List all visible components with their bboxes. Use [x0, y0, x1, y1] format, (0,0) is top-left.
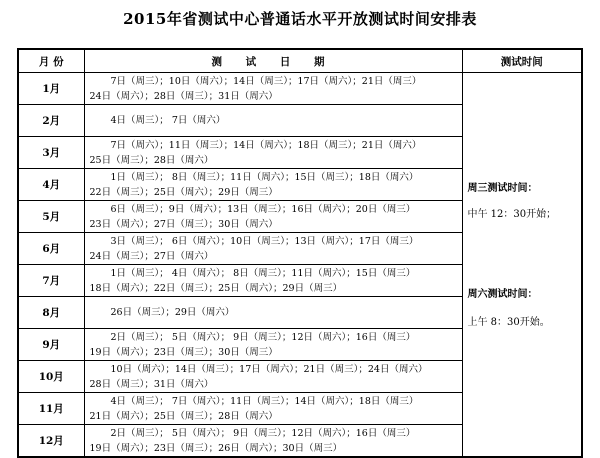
- month-cell: 10月: [18, 361, 84, 393]
- schedule-table: [17, 48, 583, 458]
- dates-cell: [84, 329, 462, 361]
- dates-line-2: 19日（周六）；23日（周三）；26日（周六）；30日（周三）: [89, 442, 343, 454]
- header-time: 测试时间: [462, 49, 582, 73]
- dates-line-2: 23日（周六）；27日（周三）；30日（周六）: [89, 218, 278, 230]
- month-cell: 9月: [18, 329, 84, 361]
- page-title: 2015年省测试中心普通话水平开放测试时间安排表: [123, 10, 477, 28]
- header-month: 月 份: [18, 49, 84, 73]
- table-row: [18, 73, 582, 105]
- month-cell: 2月: [18, 105, 84, 137]
- dates-line-2: 19日（周六）；23日（周三）；30日（周三）: [89, 346, 278, 358]
- saturday-time-value: 上午 8：30开始。: [467, 317, 550, 328]
- month-cell: 1月: [18, 73, 84, 105]
- dates-line-1: 3日（周三）； 6日（周六）；10日（周三）；13日（周六）；17日（周三）: [110, 235, 419, 247]
- dates-cell: [84, 393, 462, 425]
- month-cell: 4月: [18, 169, 84, 201]
- dates-line-2: 21日（周六）；25日（周三）；28日（周六）: [89, 410, 278, 422]
- dates-line-1: 4日（周三）； 7日（周六）: [110, 115, 226, 126]
- header-dates: 测 试 日 期: [84, 49, 462, 73]
- month-cell: 7月: [18, 265, 84, 297]
- dates-cell: [84, 425, 462, 458]
- dates-cell: [84, 297, 462, 329]
- dates-cell: [84, 105, 462, 137]
- wednesday-time-value: 中午 12：30开始；: [467, 209, 557, 220]
- test-time-info: [463, 73, 582, 456]
- dates-line-1: 1日（周三）； 8日（周三）；11日（周六）；15日（周三）；18日（周六）: [110, 171, 419, 183]
- dates-cell: [84, 265, 462, 297]
- dates-line-2: 18日（周六）；22日（周三）；25日（周六）；29日（周三）: [89, 282, 343, 294]
- dates-line-1: 1日（周三）； 4日（周六）； 8日（周三）；11日（周六）；15日（周三）: [110, 267, 416, 279]
- table-header-row: [18, 49, 582, 73]
- dates-line-2: 24日（周三）；27日（周六）: [89, 250, 214, 262]
- month-cell: 5月: [18, 201, 84, 233]
- month-cell: 11月: [18, 393, 84, 425]
- month-cell: 3月: [18, 137, 84, 169]
- dates-line-2: 25日（周三）；28日（周六）: [89, 154, 214, 166]
- dates-cell: [84, 73, 462, 105]
- dates-line-2: 24日（周六）；28日（周三）；31日（周六）: [89, 90, 278, 102]
- dates-line-1: 7日（周六）；11日（周三）；14日（周六）；18日（周三）；21日（周六）: [110, 139, 422, 151]
- dates-line-1: 2日（周三）； 5日（周六）； 9日（周三）；12日（周六）；16日（周三）: [110, 427, 416, 439]
- dates-cell: [84, 169, 462, 201]
- month-cell: 6月: [18, 233, 84, 265]
- dates-cell: [84, 137, 462, 169]
- saturday-time-label: 周六测试时间：: [467, 289, 538, 300]
- month-cell: 12月: [18, 425, 84, 458]
- dates-line-1: 26日（周三）；29日（周六）: [110, 307, 235, 318]
- dates-line-2: 22日（周三）；25日（周六）；29日（周三）: [89, 186, 278, 198]
- dates-cell: [84, 361, 462, 393]
- dates-line-1: 2日（周三）； 5日（周六）； 9日（周三）；12日（周六）；16日（周三）: [110, 331, 416, 343]
- dates-line-1: 6日（周三）；9日（周六）；13日（周三）；16日（周六）；20日（周三）: [110, 203, 416, 215]
- dates-cell: [84, 201, 462, 233]
- dates-cell: [84, 233, 462, 265]
- dates-line-1: 10日（周六）；14日（周三）；17日（周六）；21日（周三）；24日（周六）: [110, 363, 428, 375]
- dates-line-1: 7日（周三）；10日（周六）；14日（周三）；17日（周六）；21日（周三）: [110, 75, 422, 87]
- dates-line-2: 28日（周三）；31日（周六）: [89, 378, 214, 390]
- test-time-cell: [462, 73, 582, 458]
- wednesday-time-label: 周三测试时间：: [467, 183, 538, 194]
- dates-line-1: 4日（周三）； 7日（周六）；11日（周三）；14日（周六）；18日（周三）: [110, 395, 419, 407]
- month-cell: 8月: [18, 297, 84, 329]
